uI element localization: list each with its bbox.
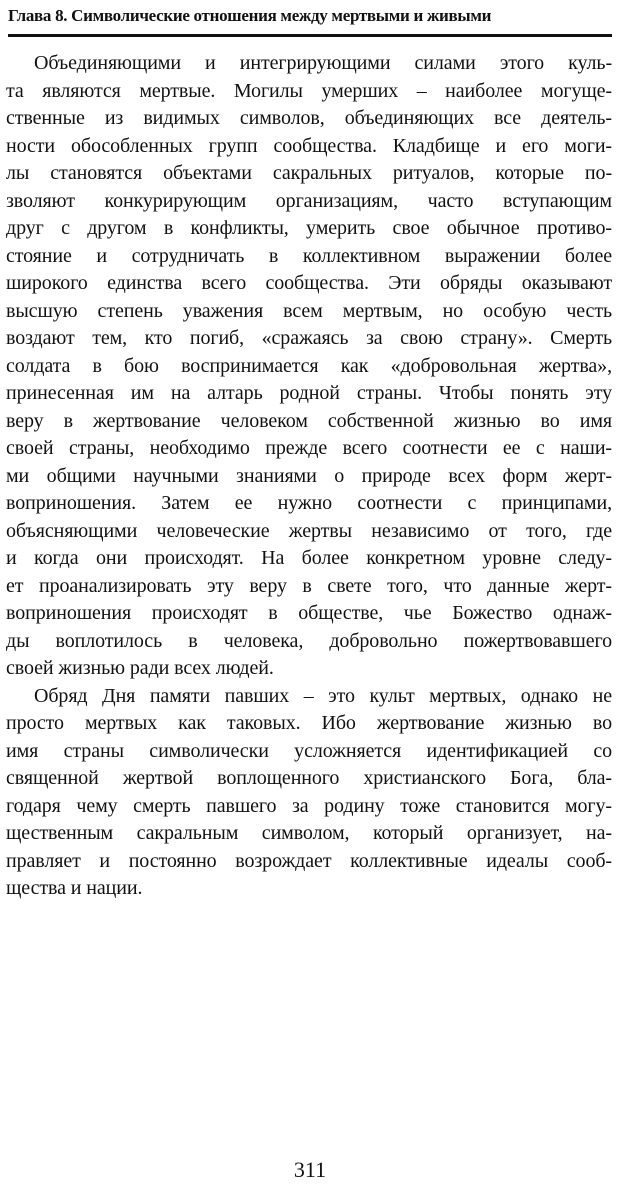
text-line: высшую степень уважения всем мертвым, но особую честь (6, 299, 612, 322)
paragraph-1 (6, 50, 612, 683)
text-line: воздают тем, кто погиб, «сражаясь за свою страну». Смерть (6, 327, 612, 349)
text-line: принесенная им на алтарь родной страны. Чтобы понять эту (6, 382, 612, 404)
text-line: широкого единства всего сообщества. Эти обряды оказывают (6, 272, 612, 294)
text-line: своей страны, необходимо прежде всего соотнести ее с наши- (6, 437, 612, 459)
text-line: воприношения происходят в обществе, чье Божество однаж- (6, 602, 612, 624)
text-line: Объединяющими и интегрирующими силами этого куль- (34, 52, 612, 74)
text-line: правляет и постоянно возрождает коллективные идеалы сооб- (6, 849, 612, 872)
text-line: воприношения. Затем ее нужно соотнести с принципами, (6, 492, 612, 514)
text-line: щественным сакральным символом, который организует, на- (6, 822, 612, 844)
text-line: ды воплотилось в человека, добровольно пожертвовавшего (6, 629, 612, 652)
paragraph-2 (6, 683, 612, 903)
running-header: Глава 8. Символические отношения между мертвыми и живыми (8, 6, 492, 25)
text-line: ет проанализировать эту веру в свете того, что данные жерт- (6, 574, 612, 597)
page-number: 311 (293, 1157, 327, 1182)
text-line: ми общими научными знаниями о природе всех форм жерт- (6, 464, 612, 487)
text-line: священной жертвой воплощенного христианского Бога, бла- (6, 767, 612, 789)
text-line: и когда они происходят. На более конкретном уровне следу- (6, 547, 612, 569)
text-line: ственные из видимых символов, объединяющих все деятель- (6, 107, 612, 129)
text-line: та являются мертвые. Могилы умерших – наиболее могуще- (6, 79, 612, 102)
text-line: имя страны символически усложняется идентификацией со (6, 739, 612, 762)
text-line: своей жизнью ради всех людей. (6, 657, 274, 679)
text-line: Обряд Дня памяти павших – это культ мертвых, однако не (34, 684, 612, 707)
text-line: зволяют конкурирующим организациям, часто вступающим (6, 189, 612, 212)
text-line: ности обособленных групп сообщества. Кладбище и его моги- (6, 134, 612, 157)
header-rule (8, 34, 612, 37)
body-text (6, 50, 612, 903)
text-line: друг с другом в конфликты, умерить свое обычное противо- (6, 217, 612, 239)
text-line: щества и нации. (6, 877, 143, 899)
text-line: веру в жертвование человеком собственной жизнью во имя (6, 409, 612, 432)
text-line: просто мертвых как таковых. Ибо жертвование жизнью во (6, 712, 612, 734)
text-line: годаря чему смерть павшего за родину тоже становится могу- (6, 794, 612, 817)
text-line: стояние и сотрудничать в коллективном выражении более (6, 244, 612, 267)
text-line: объясняющими человеческие жертвы независимо от того, где (6, 519, 612, 542)
text-line: солдата в бою воспринимается как «добровольная жертва», (6, 354, 612, 377)
text-line: лы становятся объектами сакральных ритуалов, которые по- (6, 162, 612, 184)
